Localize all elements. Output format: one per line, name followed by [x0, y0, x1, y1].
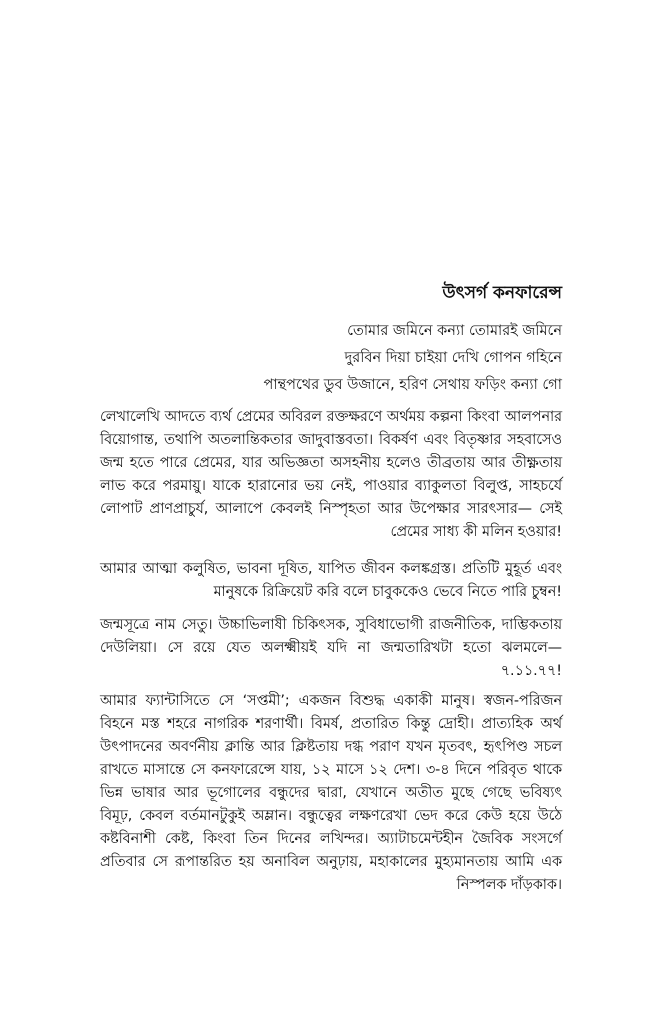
- epigraph: [100, 318, 562, 399]
- epigraph-line: দুরবিন দিয়া চাইয়া দেখি গোপন গহিনে: [344, 350, 562, 366]
- book-page: [100, 0, 562, 1024]
- paragraph: আমার আত্মা কলুষিত, ভাবনা দূষিত, যাপিত জীবন কলঙ্কগ্রস্ত। প্রতিটি মুহূর্ত এবং মানুষকে রিক্রিয়েট করি বলে চাবুককেও ভেবে নিতে পারি চুম্বন!: [100, 561, 562, 600]
- paragraph: জন্মসূত্রে নাম সেতু। উচ্চাভিলাষী চিকিৎসক, সুবিধাভোগী রাজনীতিক, দাম্ভিকতায় দেউলিয়া। সে রয়ে যেত অলক্ষ্মীয়ই যদি না জন্মতারিখটা হতো ঝলমলে— ৭.১১.৭৭!: [100, 617, 562, 679]
- epigraph-line: পান্থপথের ডুব উজানে, হরিণ সেথায় ফড়িং কন্যা গো: [263, 377, 562, 393]
- paragraph: লেখালেখি আদতে ব্যর্থ প্রেমের অবিরল রক্তক্ষরণে অর্থময় কল্পনা কিংবা আলপনার বিয়োগান্ত, তথাপি অতলান্তিকতার জাদুবাস্তবতা। বিকর্ষণ এবং বিতৃষ্ণার সহবাসেও জন্ম হতে পারে প্রেমের, যার অভিজ্ঞতা অসহনীয় হলেও তীব্রতায় আর তীক্ষ্ণতায় লাভ করে পরমায়ু। যাকে হারানোর ভয় নেই, পাওয়ার ব্যাকুলতা বিলুপ্ত, সাহচর্যে লোপাট প্রাণপ্রাচুর্য, আলাপে কেবলই নিস্পৃহতা আর উপেক্ষার সারৎসার— সেই প্রেমের সাধ্য কী মলিন হওয়ার!: [100, 409, 562, 540]
- epigraph-line: তোমার জমিনে কন্যা তোমারই জমিনে: [347, 323, 562, 339]
- paragraph: আমার ফ্যান্টাসিতে সে ‘সপ্তমী’; একজন বিশুদ্ধ একাকী মানুষ। স্বজন-পরিজন বিহনে মস্ত শহরে নাগরিক শরণার্থী। বিমর্ষ, প্রতারিত কিন্তু দ্রোহী। প্রাত্যহিক অর্থ উৎপাদনের অবর্ণনীয় ক্লান্তি আর ক্লিষ্টতায় দগ্ধ পরাণ যখন মৃতবৎ, হৃৎপিণ্ড সচল রাখতে মাসান্তে সে কনফারেন্সে যায়, ১২ মাসে ১২ দেশ। ৩-৪ দিনে পরিবৃত থাকে ভিন্ন ভাষার আর ভূগোলের বন্ধুদের দ্বারা, যেখানে অতীত মুছে গেছে ভবিষ্যৎ বিমূঢ়, কেবল বর্তমানটুকুই অম্লান। বন্ধুত্বের লক্ষণরেখা ভেদ করে কেউ হয়ে উঠে কষ্টবিনাশী কেষ্ট, কিংবা তিন দিনের লখিন্দর। অ্যাটাচমেন্টহীন জৈবিক সংসর্গে প্রতিবার সে রূপান্তরিত হয় অনাবিল অনুঢ়ায়, মহাকালের মুহ্যমানতায় আমি এক নিস্পলক দাঁড়কাক।: [100, 693, 562, 893]
- section-title: উৎসর্গ কনফারেন্স: [442, 283, 562, 303]
